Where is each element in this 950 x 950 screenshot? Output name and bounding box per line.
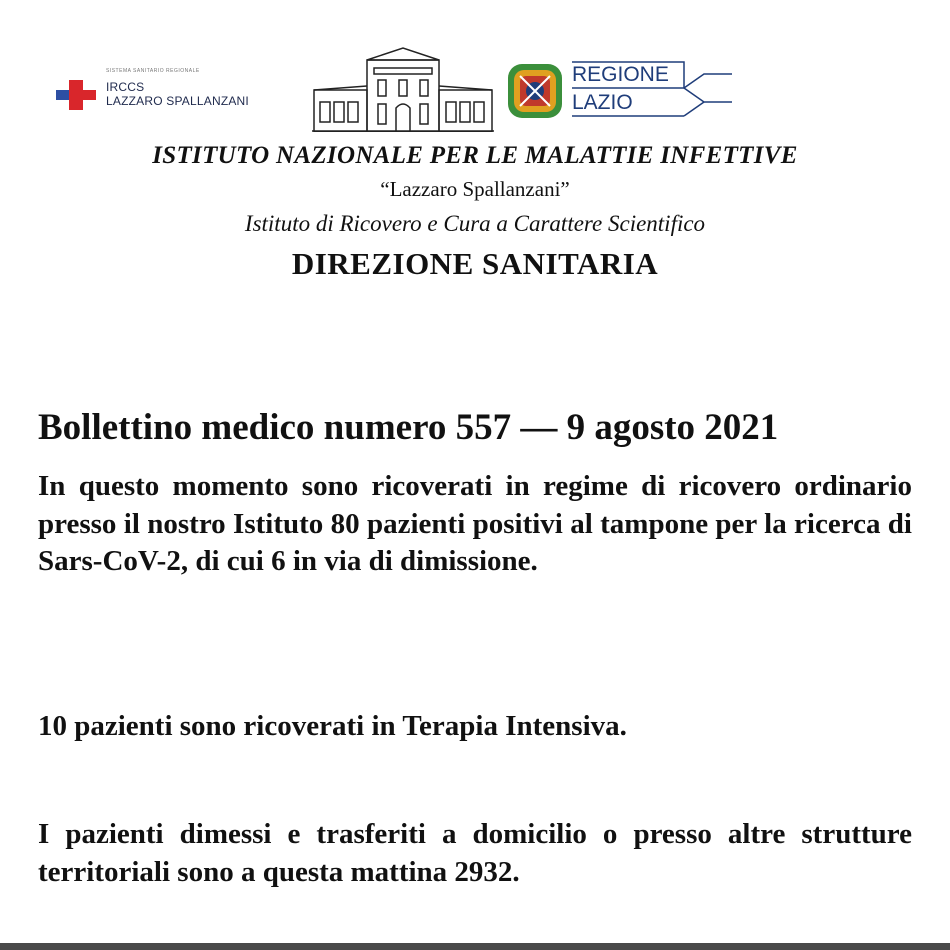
institute-title: ISTITUTO NAZIONALE PER LE MALATTIE INFETTIVE <box>152 142 798 169</box>
regione-lazio-logo <box>506 60 736 126</box>
spallanzani-logo <box>56 66 296 116</box>
bottom-divider <box>0 943 950 950</box>
logo-irccs-text: IRCCS <box>106 80 145 94</box>
lazio-emblem-icon <box>506 62 564 120</box>
institute-building-icon <box>312 46 494 132</box>
bulletin-paragraph-admissions: In questo momento sono ricoverati in regime di ricovero ordinario presso il nostro Istituto 80 pazienti positivi al tampone per la ricerca di Sars-CoV-2, di cui 6 in via di dimissione. <box>38 470 912 577</box>
lazio-text: LAZIO <box>572 91 633 114</box>
institute-name: “Lazzaro Spallanzani” <box>380 177 570 201</box>
red-cross-icon <box>56 80 96 110</box>
department-title: DIREZIONE SANITARIA <box>291 246 659 281</box>
regione-text: REGIONE <box>572 63 669 86</box>
logo-spallanzani-text: LAZZARO SPALLANZANI <box>106 94 249 108</box>
bulletin-paragraph-intensive-care: 10 pazienti sono ricoverati in Terapia Intensiva. <box>38 710 627 742</box>
bulletin-paragraph-discharged: I pazienti dimessi e trasferiti a domicilio o presso altre strutture territoriali sono a questa mattina 2932. <box>38 818 912 888</box>
institute-subtitle: Istituto di Ricovero e Cura a Carattere Scientifico <box>244 211 706 236</box>
logo-system-text: SISTEMA SANITARIO REGIONALE <box>106 68 200 74</box>
bulletin-title: Bollettino medico numero 557 — 9 agosto 2021 <box>38 407 779 448</box>
